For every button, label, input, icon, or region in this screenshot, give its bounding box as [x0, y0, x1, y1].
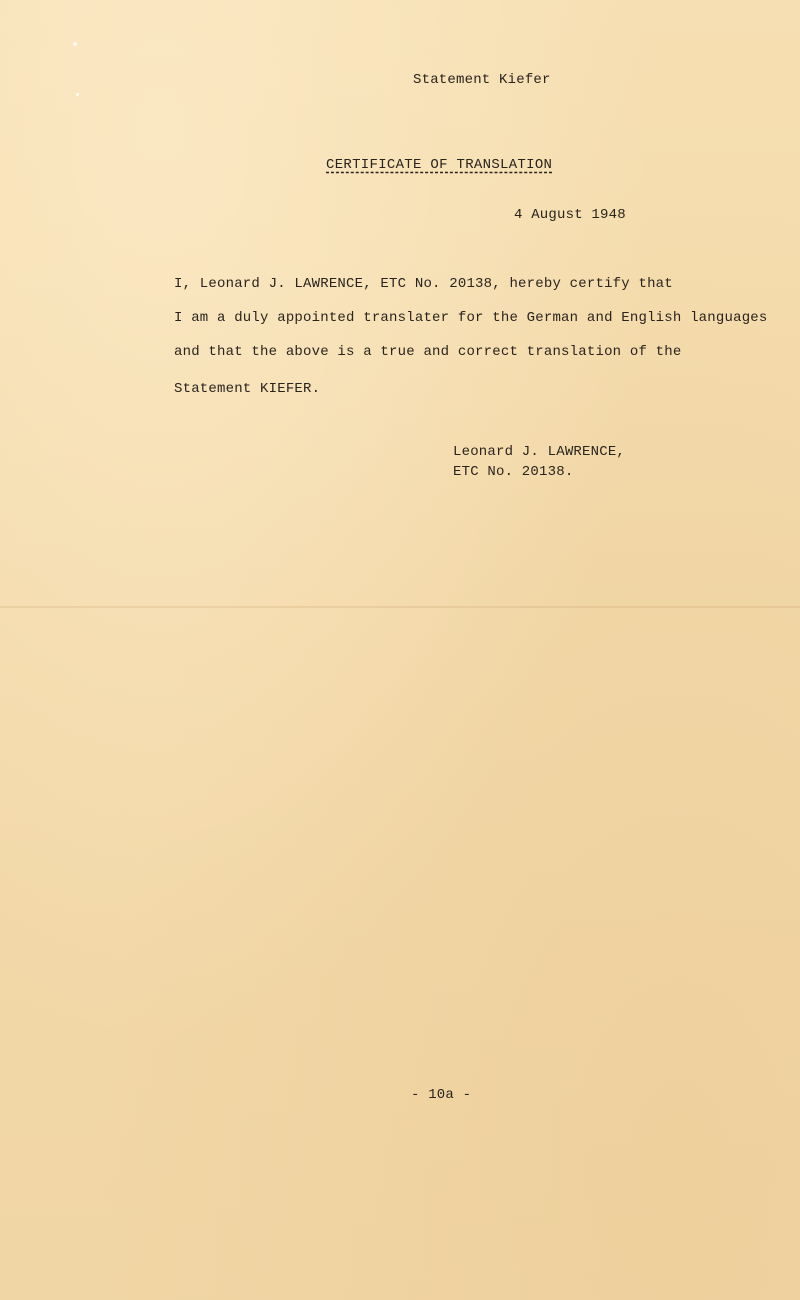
header-title: Statement Kiefer [413, 72, 551, 88]
paper-speck [76, 93, 79, 96]
certificate-title: CERTIFICATE OF TRANSLATION [326, 157, 553, 173]
signature-id: ETC No. 20138. [453, 464, 574, 480]
document-date: 4 August 1948 [514, 207, 626, 223]
body-line-4: Statement KIEFER. [174, 381, 321, 397]
page-number: - 10a - [411, 1087, 472, 1103]
body-line-3: and that the above is a true and correct translation of the [174, 344, 682, 360]
body-line-1: I, Leonard J. LAWRENCE, ETC No. 20138, hereby certify that [174, 276, 673, 292]
paper-speck [73, 42, 77, 46]
paper-fold-line [0, 606, 800, 608]
signature-name: Leonard J. LAWRENCE, [453, 444, 626, 460]
body-line-2: I am a duly appointed translater for the German and English languages [174, 310, 768, 326]
